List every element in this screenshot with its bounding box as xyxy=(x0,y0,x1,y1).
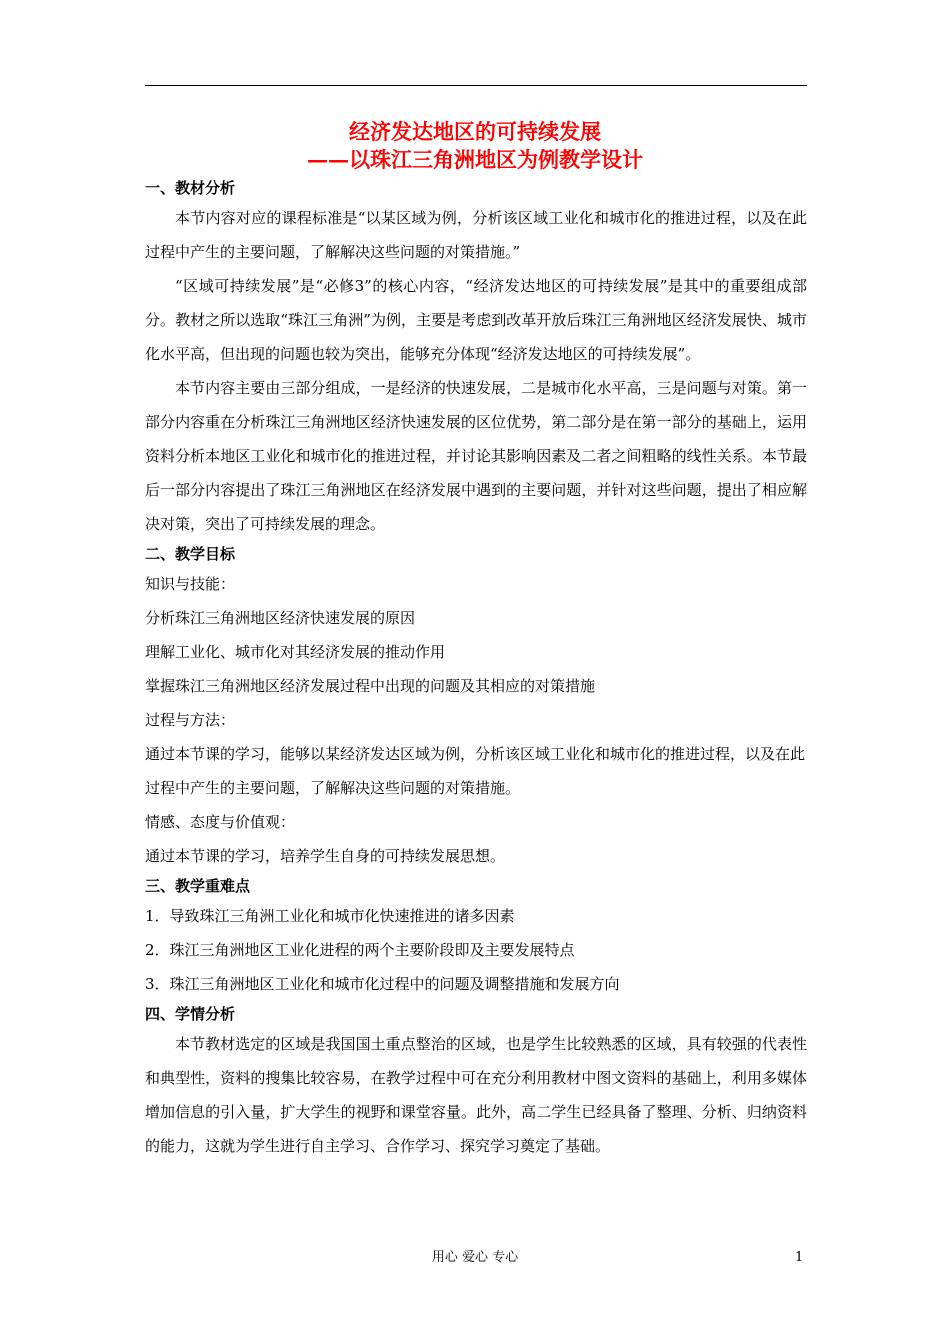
objective-line: 理解工业化、城市化对其经济发展的推动作用 xyxy=(145,643,446,661)
objective-line: 通过本节课的学习，能够以某经济发达区域为例，分析该区域工业化和城市化的推进过程，以及在此过程中产生的主要问题，了解解决这些问题的对策措施。 xyxy=(145,745,806,797)
section-heading-teaching-objectives: 二、教学目标 xyxy=(145,545,236,563)
document-subtitle: ——以珠江三角洲地区为例教学设计 xyxy=(307,147,643,172)
section-heading-textbook-analysis: 一、教材分析 xyxy=(145,179,236,197)
objective-line: 掌握珠江三角洲地区经济发展过程中出现的问题及其相应的对策措施 xyxy=(145,677,596,695)
key-point-item: 1．导致珠江三角洲工业化和城市化快速推进的诸多因素 xyxy=(145,907,515,925)
objective-line: 知识与技能： xyxy=(145,575,236,593)
objective-line: 情感、态度与价值观： xyxy=(145,813,296,831)
section-heading-student-analysis: 四、学情分析 xyxy=(145,1005,236,1023)
paragraph: 本节内容主要由三部分组成，一是经济的快速发展，二是城市化水平高，三是问题与对策。第一部分内容重在分析珠江三角洲地区经济快速发展的区位优势，第二部分是在第一部分的基础上，运用资料分析本地区工业化和城市化的推进过程，并讨论其影响因素及二者之间粗略的线性关系。本节最后一部分内容提出了珠江三角洲地区在经济发展中遇到的主要问题，并针对这些问题，提出了相应解决对策，突出了可持续发展的理念。 xyxy=(145,379,807,533)
paragraph: 本节内容对应的课程标准是“以某区域为例，分析该区域工业化和城市化的推进过程，以及在此过程中产生的主要问题，了解解决这些问题的对策措施。” xyxy=(145,209,807,261)
footer-motto: 用心 爱心 专心 xyxy=(431,1250,519,1265)
header-rule xyxy=(145,85,807,86)
key-point-item: 3．珠江三角洲地区工业化和城市化过程中的问题及调整措施和发展方向 xyxy=(145,975,620,993)
paragraph: “区域可持续发展”是“必修3”的核心内容，“经济发达地区的可持续发展”是其中的重要组成部分。教材之所以选取“珠江三角洲”为例，主要是考虑到改革开放后珠江三角洲地区经济发展快、城市化水平高，但出现的问题也较为突出，能够充分体现“经济发达地区的可持续发展”。 xyxy=(145,277,807,363)
paragraph: 本节教材选定的区域是我国国土重点整治的区域，也是学生比较熟悉的区域，具有较强的代表性和典型性，资料的搜集比较容易，在教学过程中可在充分利用教材中图文资料的基础上，利用多媒体增加信息的引入量，扩大学生的视野和课堂容量。此外，高二学生已经具备了整理、分析、归纳资料的能力，这就为学生进行自主学习、合作学习、探究学习奠定了基础。 xyxy=(145,1035,807,1155)
objective-line: 分析珠江三角洲地区经济快速发展的原因 xyxy=(145,609,416,627)
key-point-item: 2．珠江三角洲地区工业化进程的两个主要阶段即及主要发展特点 xyxy=(145,941,575,959)
document-body xyxy=(145,175,807,1163)
document-title: 经济发达地区的可持续发展 xyxy=(349,119,601,144)
section-heading-key-points: 三、教学重难点 xyxy=(145,877,251,895)
objective-line: 过程与方法： xyxy=(145,711,236,729)
page-number: 1 xyxy=(795,1250,804,1265)
objective-line: 通过本节课的学习，培养学生自身的可持续发展思想。 xyxy=(145,847,506,865)
